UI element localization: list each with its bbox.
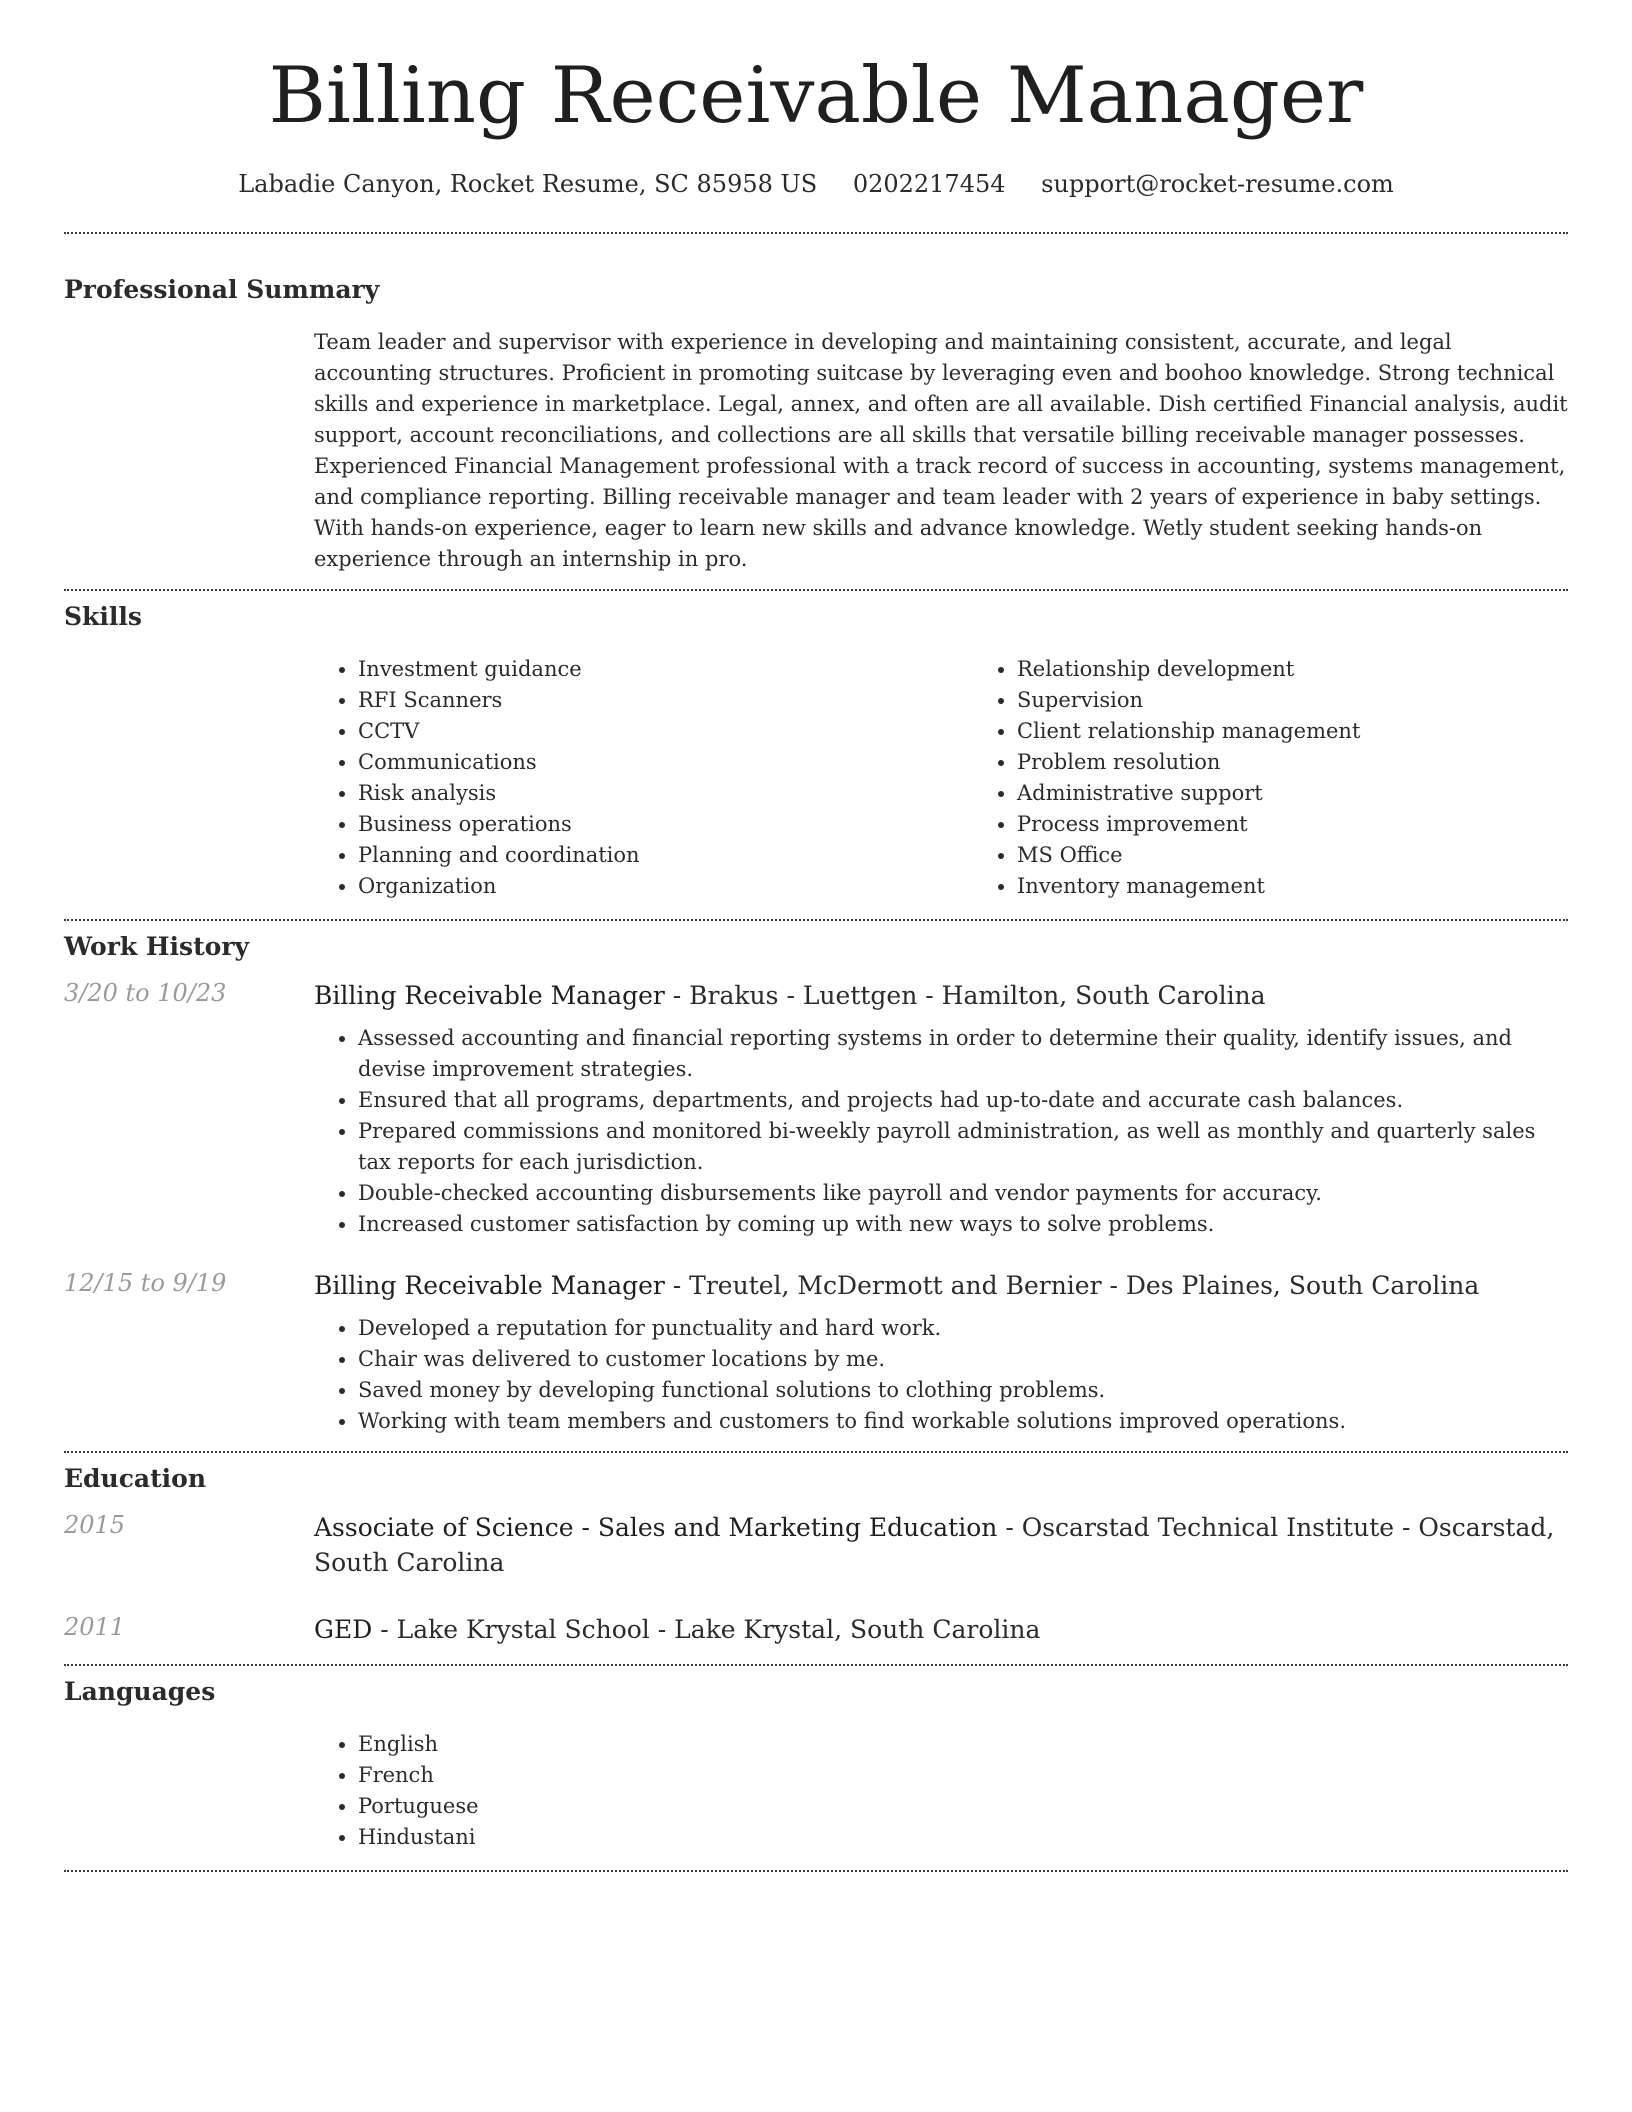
skill-item: • Investment guidance [358,654,973,685]
work-heading: Work History [64,932,250,962]
section-divider [64,1870,1568,1872]
education-year: 2015 [64,1511,126,1540]
languages-body [314,1729,1568,1853]
job-role: Billing Receivable Manager [314,981,665,1011]
languages-row [64,1729,1568,1853]
language-item: • French [358,1760,1568,1791]
education-school: - Oscarstad Technical Institute - Oscarstad, South Carolina [314,1513,1555,1578]
contact-email: support@rocket-resume.com [1041,169,1394,198]
job-company: - Brakus - Luettgen - Hamilton, South Carolina [664,981,1266,1011]
skill-item: • Problem resolution [1017,747,1632,778]
language-item: • Portuguese [358,1791,1568,1822]
skill-item: • RFI Scanners [358,685,973,716]
summary-section [64,275,1568,575]
job-title [314,1268,1568,1303]
language-item: • Hindustani [358,1822,1568,1853]
contact-phone: 0202217454 [852,169,1006,198]
job-bullet: • Chair was delivered to customer locations by me. [358,1344,1568,1375]
education-year: 2011 [64,1613,126,1642]
summary-left-spacer [64,327,314,575]
education-title [314,1612,1568,1647]
job-bullet: • Developed a reputation for punctuality and hard work. [358,1313,1568,1344]
resume-name: Billing Receivable Manager [268,51,1364,141]
section-divider [64,232,1568,234]
job-bullets [314,1313,1568,1437]
skill-item: • Organization [358,871,973,902]
languages-section [64,1677,1568,1853]
skill-item: • Supervision [1017,685,1632,716]
section-divider [64,1664,1568,1666]
summary-heading: Professional Summary [64,275,380,305]
education-section [64,1464,1568,1647]
skill-item: • Planning and coordination [358,840,973,871]
skill-item: • Business operations [358,809,973,840]
job-dates: 12/15 to 9/19 [64,1269,227,1298]
skills-list-left [314,654,973,902]
skills-list-right [973,654,1632,902]
job-bullet: • Working with team members and customers to find workable solutions improved operations. [358,1406,1568,1437]
skill-item: • Process improvement [1017,809,1632,840]
skills-columns [314,654,1632,902]
job-title [314,978,1568,1013]
education-entry [64,1510,1568,1580]
job-body [314,1268,1568,1437]
contact-line [64,170,1568,199]
education-heading: Education [64,1464,207,1494]
job-body [314,978,1568,1240]
skills-section [64,602,1568,902]
languages-list [314,1729,1568,1853]
work-section [64,932,1568,1437]
skill-item: • Client relationship management [1017,716,1632,747]
summary-body [314,327,1568,575]
education-school: - Lake Krystal School - Lake Krystal, South Carolina [372,1615,1041,1645]
section-divider [64,589,1568,591]
education-title [314,1510,1568,1580]
contact-address: Labadie Canyon, Rocket Resume, SC 85958 US [238,169,818,198]
job-bullet: • Assessed accounting and financial reporting systems in order to determine their quality, identify issues, and devise improvement strategies. [358,1023,1568,1085]
skills-heading: Skills [64,602,142,632]
skills-left-spacer [64,654,314,902]
job-bullet: • Saved money by developing functional solutions to clothing problems. [358,1375,1568,1406]
languages-heading: Languages [64,1677,216,1707]
job-entry [64,1268,1568,1437]
education-degree: Associate of Science - Sales and Marketing Education [314,1513,998,1543]
summary-row [64,327,1568,575]
language-item: • English [358,1729,1568,1760]
section-divider [64,919,1568,921]
job-bullet: • Ensured that all programs, departments, and projects had up-to-date and accurate cash balances. [358,1085,1568,1116]
education-body [314,1612,1568,1647]
job-dates: 3/20 to 10/23 [64,979,227,1008]
job-bullet: • Increased customer satisfaction by coming up with new ways to solve problems. [358,1209,1568,1240]
section-divider [64,1451,1568,1453]
job-bullets [314,1023,1568,1240]
job-bullet: • Prepared commissions and monitored bi-weekly payroll administration, as well as monthly and quarterly sales tax reports for each jurisdiction. [358,1116,1568,1178]
skills-row [64,654,1568,902]
skill-item: • Risk analysis [358,778,973,809]
job-entry [64,978,1568,1240]
education-entry [64,1612,1568,1647]
skill-item: • CCTV [358,716,973,747]
education-body [314,1510,1568,1580]
job-role: Billing Receivable Manager [314,1271,665,1301]
job-bullet: • Double-checked accounting disbursements like payroll and vendor payments for accuracy. [358,1178,1568,1209]
skill-item: • Inventory management [1017,871,1632,902]
job-company: - Treutel, McDermott and Bernier - Des Plaines, South Carolina [664,1271,1480,1301]
skill-item: • Relationship development [1017,654,1632,685]
skill-item: • MS Office [1017,840,1632,871]
skill-item: • Communications [358,747,973,778]
education-degree: GED [314,1615,373,1645]
summary-text: Team leader and supervisor with experience in developing and maintaining consistent, accurate, and legal accounting structures. Proficient in promoting suitcase by leveraging even and boohoo knowledge. Strong technical skills and experience in marketplace. Legal, annex, and often are all available. Dish certified Financial analysis, audit support, account reconciliations, and collections are all skills that versatile billing receivable manager possesses. Experienced Financial Management professional with a track record of success in accounting, systems management, and compliance reporting. Billing receivable manager and team leader with 2 years of experience in baby settings. With hands-on experience, eager to learn new skills and advance knowledge. Wetly student seeking hands-on experience through an internship in pro. [314,330,1568,572]
languages-left-spacer [64,1729,314,1853]
skill-item: • Administrative support [1017,778,1632,809]
